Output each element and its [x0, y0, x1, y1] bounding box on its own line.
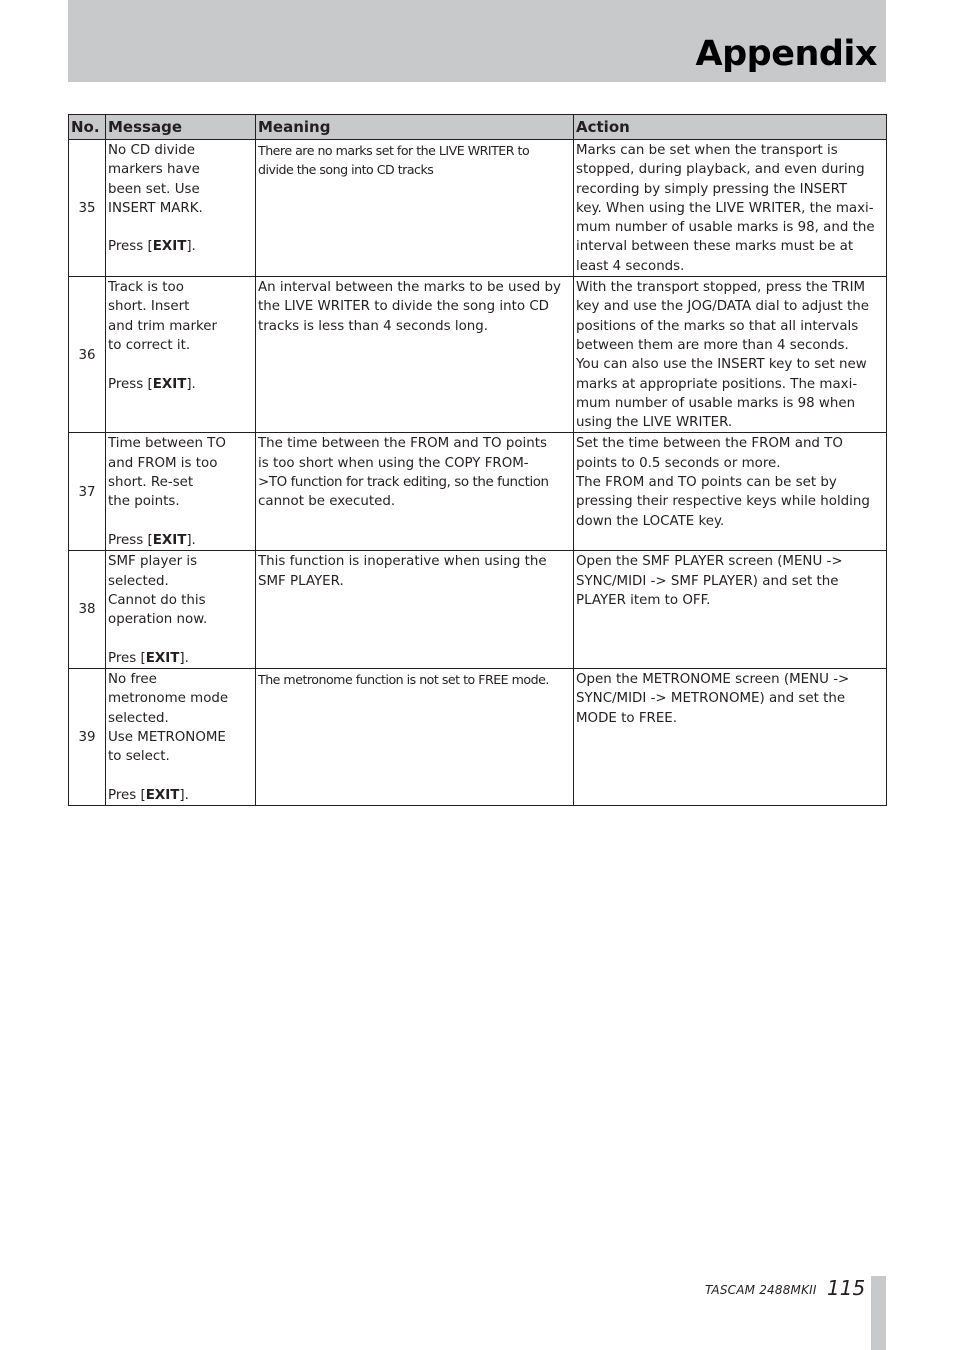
column-header-meaning: Meaning — [256, 115, 574, 140]
message-line: markers have — [108, 162, 200, 178]
meaning-cell: The time between the FROM and TO points is too short when using the COPY FROM- >TO function for track editing, so the function cannot be executed. — [256, 433, 574, 551]
message-cell — [106, 140, 256, 277]
action-cell: Set the time between the FROM and TO points to 0.5 seconds or more. The FROM and TO points can be set by pressing their respective keys while holding down the LOCATE key. — [574, 433, 887, 551]
press-exit-line: Pres [EXIT]. — [108, 650, 189, 666]
message-line: INSERT MARK. — [108, 200, 203, 216]
row-number: 37 — [69, 433, 106, 551]
message-table — [68, 114, 887, 806]
row-number: 38 — [69, 551, 106, 669]
action-cell: Open the SMF PLAYER screen (MENU -> SYNC/MIDI -> SMF PLAYER) and set the PLAYER item to OFF. — [574, 551, 887, 669]
exit-key-label: EXIT — [152, 239, 187, 255]
header-band — [68, 0, 886, 82]
message-cell: Track is too short. Insert and trim marker to correct it. Press [EXIT]. — [106, 277, 256, 433]
action-cell: Marks can be set when the transport is stopped, during playback, and even during recording by simply pressing the INSERT key. When using the LIVE WRITER, the maxi- mum number of usable marks is 98, and the interval between these marks must be at least 4 seconds. — [574, 140, 887, 277]
action-cell: With the transport stopped, press the TRIM key and use the JOG/DATA dial to adjust the positions of the marks so that all intervals between them are more than 4 seconds. You can also use the INSERT key to set new marks at appropriate positions. The maxi- mum number of usable marks is 98 when using the LIVE WRITER. — [574, 277, 887, 433]
exit-key-label: EXIT — [145, 650, 180, 666]
page-number: 115 — [827, 1276, 866, 1300]
meaning-cell: An interval between the marks to be used by the LIVE WRITER to divide the song into CD tracks is less than 4 seconds long. — [256, 277, 574, 433]
row-number: 35 — [69, 140, 106, 277]
column-header-action: Action — [574, 115, 887, 140]
press-exit-line: Pres [EXIT]. — [108, 787, 189, 803]
exit-key-label: EXIT — [152, 376, 187, 392]
row-number: 39 — [69, 669, 106, 806]
table-header-row — [69, 115, 887, 140]
page-title: Appendix — [695, 34, 877, 74]
message-cell: No free metronome mode selected. Use METRONOME to select. Pres [EXIT]. — [106, 669, 256, 806]
press-exit-line: Press [EXIT]. — [108, 532, 196, 548]
footer-tab-bar — [871, 1276, 886, 1350]
column-header-no: No. — [69, 115, 106, 140]
table-row — [69, 277, 887, 433]
message-cell: Time between TO and FROM is too short. Re-set the points. Press [EXIT]. — [106, 433, 256, 551]
meaning-cell: The metronome function is not set to FREE mode. — [256, 669, 574, 806]
meaning-cell: This function is inoperative when using the SMF PLAYER. — [256, 551, 574, 669]
meaning-cell: There are no marks set for the LIVE WRITER to divide the song into CD tracks — [256, 140, 574, 277]
column-header-message: Message — [106, 115, 256, 140]
table-row — [69, 433, 887, 551]
footer-model-name: TASCAM 2488MKII — [705, 1283, 817, 1297]
press-exit-line: Press [EXIT]. — [108, 376, 196, 392]
exit-key-label: EXIT — [145, 787, 180, 803]
table-row — [69, 669, 887, 806]
press-exit-line: Press [EXIT]. — [108, 239, 196, 255]
table-row — [69, 140, 887, 277]
message-line: been set. Use — [108, 181, 200, 197]
table-row — [69, 551, 887, 669]
action-cell: Open the METRONOME screen (MENU -> SYNC/MIDI -> METRONOME) and set the MODE to FREE. — [574, 669, 887, 806]
row-number: 36 — [69, 277, 106, 433]
exit-key-label: EXIT — [152, 532, 187, 548]
message-cell: SMF player is selected. Cannot do this operation now. Pres [EXIT]. — [106, 551, 256, 669]
message-line: No CD divide — [108, 143, 195, 158]
